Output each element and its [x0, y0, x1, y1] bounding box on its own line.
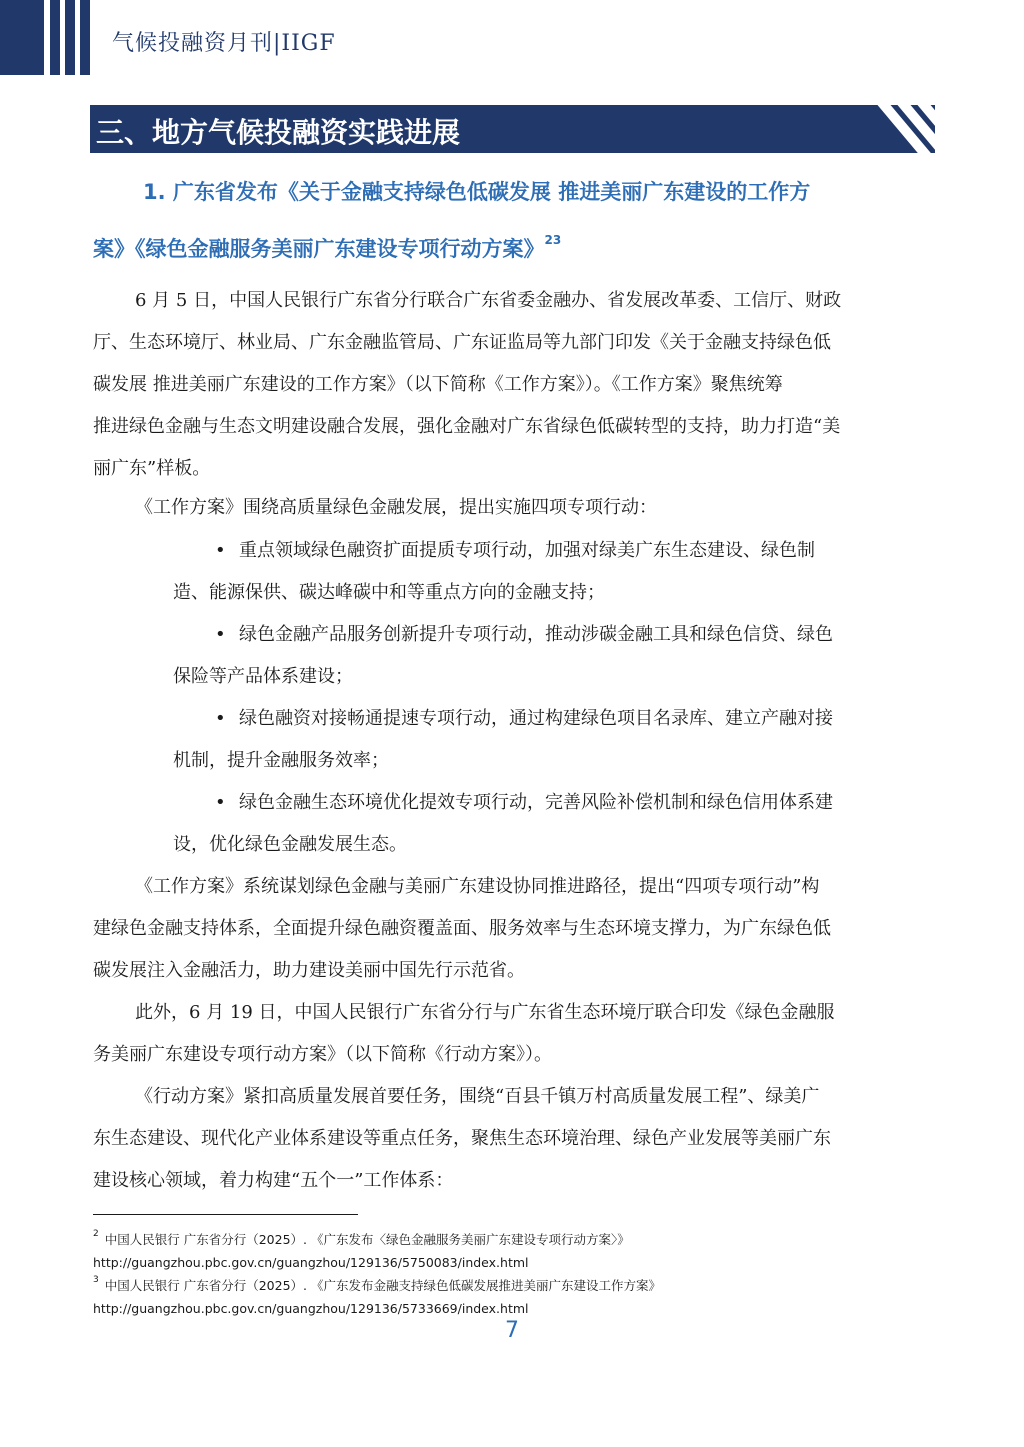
journal-title: 气候投融资月刊|IIGF	[112, 31, 336, 56]
bullet-item	[173, 530, 933, 614]
bullet-line: 保险等产品体系建设；	[173, 666, 353, 687]
header-bar	[0, 0, 44, 75]
footnote-ref: 23	[544, 233, 562, 247]
article-heading-line1: 1. 广东省发布《关于金融支持绿色低碳发展 推进美丽广东建设的工作方	[143, 180, 811, 204]
bullet-line	[215, 530, 933, 572]
footnote-url[interactable]: http://guangzhou.pbc.gov.cn/guangzhou/129136/5750083/index.html	[93, 1255, 529, 1271]
paragraph-line: 厅、生态环境厅、林业局、广东金融监管局、广东证监局等九部门印发《关于金融支持绿色低	[93, 332, 831, 353]
header-bar	[50, 0, 60, 75]
paragraph-line: 推进绿色金融与生态文明建设融合发展，强化金融对广东省绿色低碳转型的支持，助力打造“美	[93, 416, 841, 437]
header-decoration	[0, 0, 100, 75]
bullet-line: 设，优化绿色金融发展生态。	[173, 834, 407, 855]
paragraph-line: 此外，6 月 19 日，中国人民银行广东省分行与广东省生态环境厅联合印发《绿色金融服	[135, 1002, 835, 1023]
section-banner	[90, 105, 935, 153]
footnote-citation: 中国人民银行 广东省分行（2025）. 《广东发布金融支持绿色低碳发展推进美丽广东建设工作方案》	[104, 1278, 661, 1294]
paragraph-1	[93, 280, 935, 490]
paragraph-line: 6 月 5 日，中国人民银行广东省分行联合广东省委金融办、省发展改革委、工信厅、财政	[135, 290, 842, 311]
footnote-mark: 3	[93, 1275, 99, 1285]
footnote-3	[93, 1272, 661, 1320]
bullet-line	[215, 698, 933, 740]
footnote-divider	[93, 1214, 358, 1215]
bullet-item	[173, 698, 933, 782]
paragraph-line: 碳发展 推进美丽广东建设的工作方案》（以下简称《工作方案》）。《工作方案》聚焦统筹	[93, 374, 783, 395]
header-bar	[65, 0, 75, 75]
bullet-line	[215, 782, 933, 824]
paragraph-4	[93, 992, 935, 1076]
paragraph-line: 《工作方案》围绕高质量绿色金融发展，提出实施四项专项行动：	[135, 497, 657, 518]
bullet-text: 绿色金融生态环境优化提效专项行动，完善风险补偿机制和绿色信用体系建	[239, 792, 833, 813]
bullet-line	[215, 614, 933, 656]
paragraph-line: 东生态建设、现代化产业体系建设等重点任务，聚焦生态环境治理、绿色产业发展等美丽广东	[93, 1128, 831, 1149]
bullet-line: 机制，提升金融服务效率；	[173, 750, 389, 771]
footnote-2	[93, 1226, 630, 1274]
paragraph-line: 建设核心领域，着力构建“五个一”工作体系：	[93, 1170, 454, 1191]
bullet-dot: •	[215, 792, 226, 813]
bullet-text: 重点领域绿色融资扩面提质专项行动，加强对绿美广东生态建设、绿色制	[239, 540, 815, 561]
paragraph-line: 碳发展注入金融活力，助力建设美丽中国先行示范省。	[93, 960, 525, 981]
bullet-dot: •	[215, 624, 226, 645]
bullet-text: 绿色金融产品服务创新提升专项行动，推动涉碳金融工具和绿色信贷、绿色	[239, 624, 833, 645]
paragraph-line: 《行动方案》紧扣高质量发展首要任务，围绕“百县千镇万村高质量发展工程”、绿美广	[135, 1086, 820, 1107]
footnote-mark: 2	[93, 1229, 99, 1239]
paragraph-line: 丽广东”样板。	[93, 458, 211, 479]
bullet-dot: •	[215, 540, 226, 561]
footnote-text	[93, 1226, 630, 1251]
paragraph-line: 务美丽广东建设专项行动方案》（以下简称《行动方案》）。	[93, 1044, 552, 1065]
header-bar	[80, 0, 90, 75]
paragraph-3	[93, 866, 935, 992]
section-title: 三、地方气候投融资实践进展	[96, 116, 461, 149]
footnote-url[interactable]: http://guangzhou.pbc.gov.cn/guangzhou/129136/5733669/index.html	[93, 1301, 529, 1317]
footnote-text	[93, 1272, 661, 1297]
footnote-citation: 中国人民银行 广东省分行（2025）. 《广东发布〈绿色金融服务美丽广东建设专项行动方案〉》	[104, 1232, 630, 1248]
bullet-line: 造、能源保供、碳达峰碳中和等重点方向的金融支持；	[173, 582, 605, 603]
article-heading-text: 案》《绿色金融服务美丽广东建设专项行动方案》	[93, 237, 545, 261]
article-heading-line2	[93, 233, 938, 263]
paragraph-line: 建绿色金融支持体系，全面提升绿色融资覆盖面、服务效率与生态环境支撑力，为广东绿色低	[93, 918, 831, 939]
bullet-dot: •	[215, 708, 226, 729]
bullet-item	[173, 614, 933, 698]
page-number: 7	[505, 1318, 519, 1343]
paragraph-line: 《工作方案》系统谋划绿色金融与美丽广东建设协同推进路径，提出“四项专项行动”构	[135, 876, 820, 897]
paragraph-2	[93, 487, 935, 529]
bullet-text: 绿色融资对接畅通提速专项行动，通过构建绿色项目名录库、建立产融对接	[239, 708, 833, 729]
bullet-item	[173, 782, 933, 866]
paragraph-5	[93, 1076, 935, 1202]
